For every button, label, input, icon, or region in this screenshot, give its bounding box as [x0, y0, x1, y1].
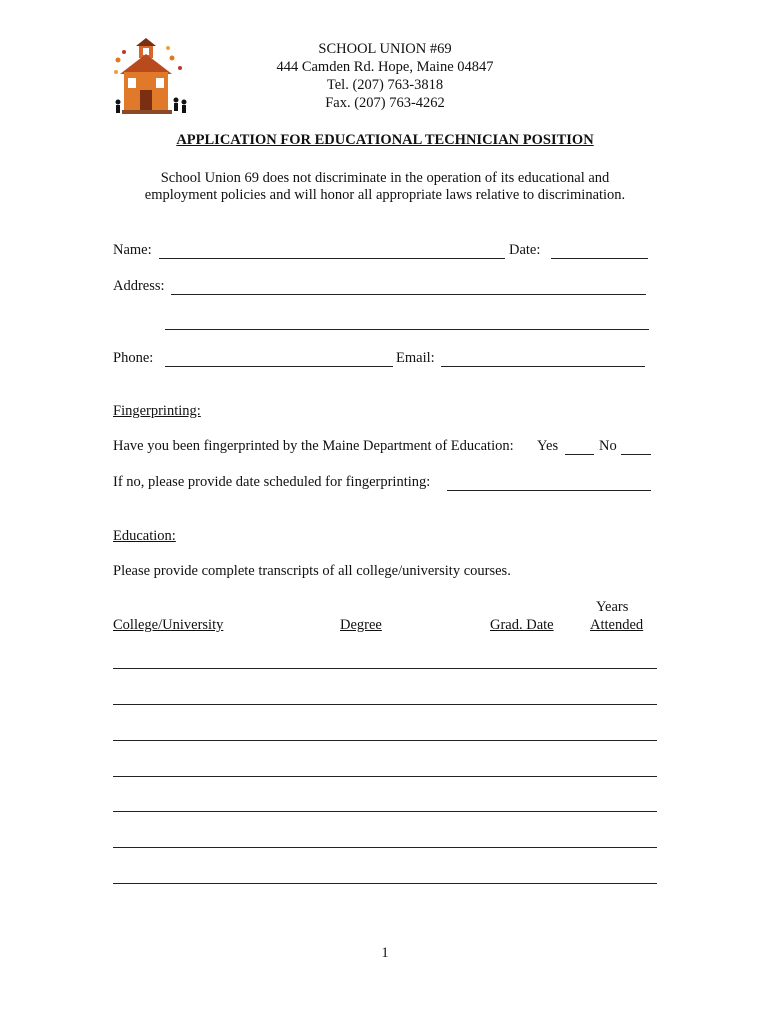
org-telephone: Tel. (207) 763-3818 [326, 77, 444, 93]
column-years-line-1: Years [596, 599, 629, 615]
education-entry-line[interactable] [113, 668, 657, 669]
name-label: Name: [113, 242, 152, 258]
address-field-line-1[interactable] [171, 294, 646, 295]
fingerprint-schedule-prompt: If no, please provide date scheduled for fingerprinting: [113, 474, 431, 490]
nondiscrimination-notice-line-2: employment policies and will honor all appropriate laws relative to discrimination. [144, 187, 626, 203]
fingerprint-no-label: No [599, 438, 617, 454]
phone-label: Phone: [113, 350, 154, 366]
name-field[interactable] [159, 258, 505, 259]
education-entry-line[interactable] [113, 883, 657, 884]
page-title: APPLICATION FOR EDUCATIONAL TECHNICIAN POSITION [176, 132, 594, 148]
column-years-attended: Attended [590, 617, 644, 633]
fingerprinting-question: Have you been fingerprinted by the Maine Department of Education: [113, 438, 514, 454]
column-college-university: College/University [113, 617, 224, 633]
column-degree: Degree [340, 617, 382, 633]
org-address: 444 Camden Rd. Hope, Maine 04847 [276, 59, 494, 75]
address-label: Address: [113, 278, 165, 294]
email-label: Email: [396, 350, 435, 366]
education-entry-line[interactable] [113, 776, 657, 777]
date-field[interactable] [551, 258, 648, 259]
education-instruction: Please provide complete transcripts of all college/university courses. [113, 563, 511, 579]
education-entry-line[interactable] [113, 847, 657, 848]
fingerprint-yes-field[interactable] [565, 454, 594, 455]
fingerprint-schedule-date-field[interactable] [447, 490, 651, 491]
page-number: 1 [381, 945, 389, 961]
fingerprint-yes-label: Yes [537, 438, 559, 454]
phone-field[interactable] [165, 366, 393, 367]
education-entry-line[interactable] [113, 811, 657, 812]
org-fax: Fax. (207) 763-4262 [325, 95, 445, 111]
fingerprint-no-field[interactable] [621, 454, 651, 455]
email-field[interactable] [441, 366, 645, 367]
education-entry-line[interactable] [113, 740, 657, 741]
education-heading: Education: [113, 528, 176, 544]
column-grad-date: Grad. Date [490, 617, 554, 633]
fingerprinting-heading: Fingerprinting: [113, 403, 201, 419]
org-name: SCHOOL UNION #69 [318, 41, 452, 57]
nondiscrimination-notice-line-1: School Union 69 does not discriminate in the operation of its educational and [160, 170, 610, 186]
date-label: Date: [509, 242, 541, 258]
address-field-line-2[interactable] [165, 329, 649, 330]
education-entry-line[interactable] [113, 704, 657, 705]
